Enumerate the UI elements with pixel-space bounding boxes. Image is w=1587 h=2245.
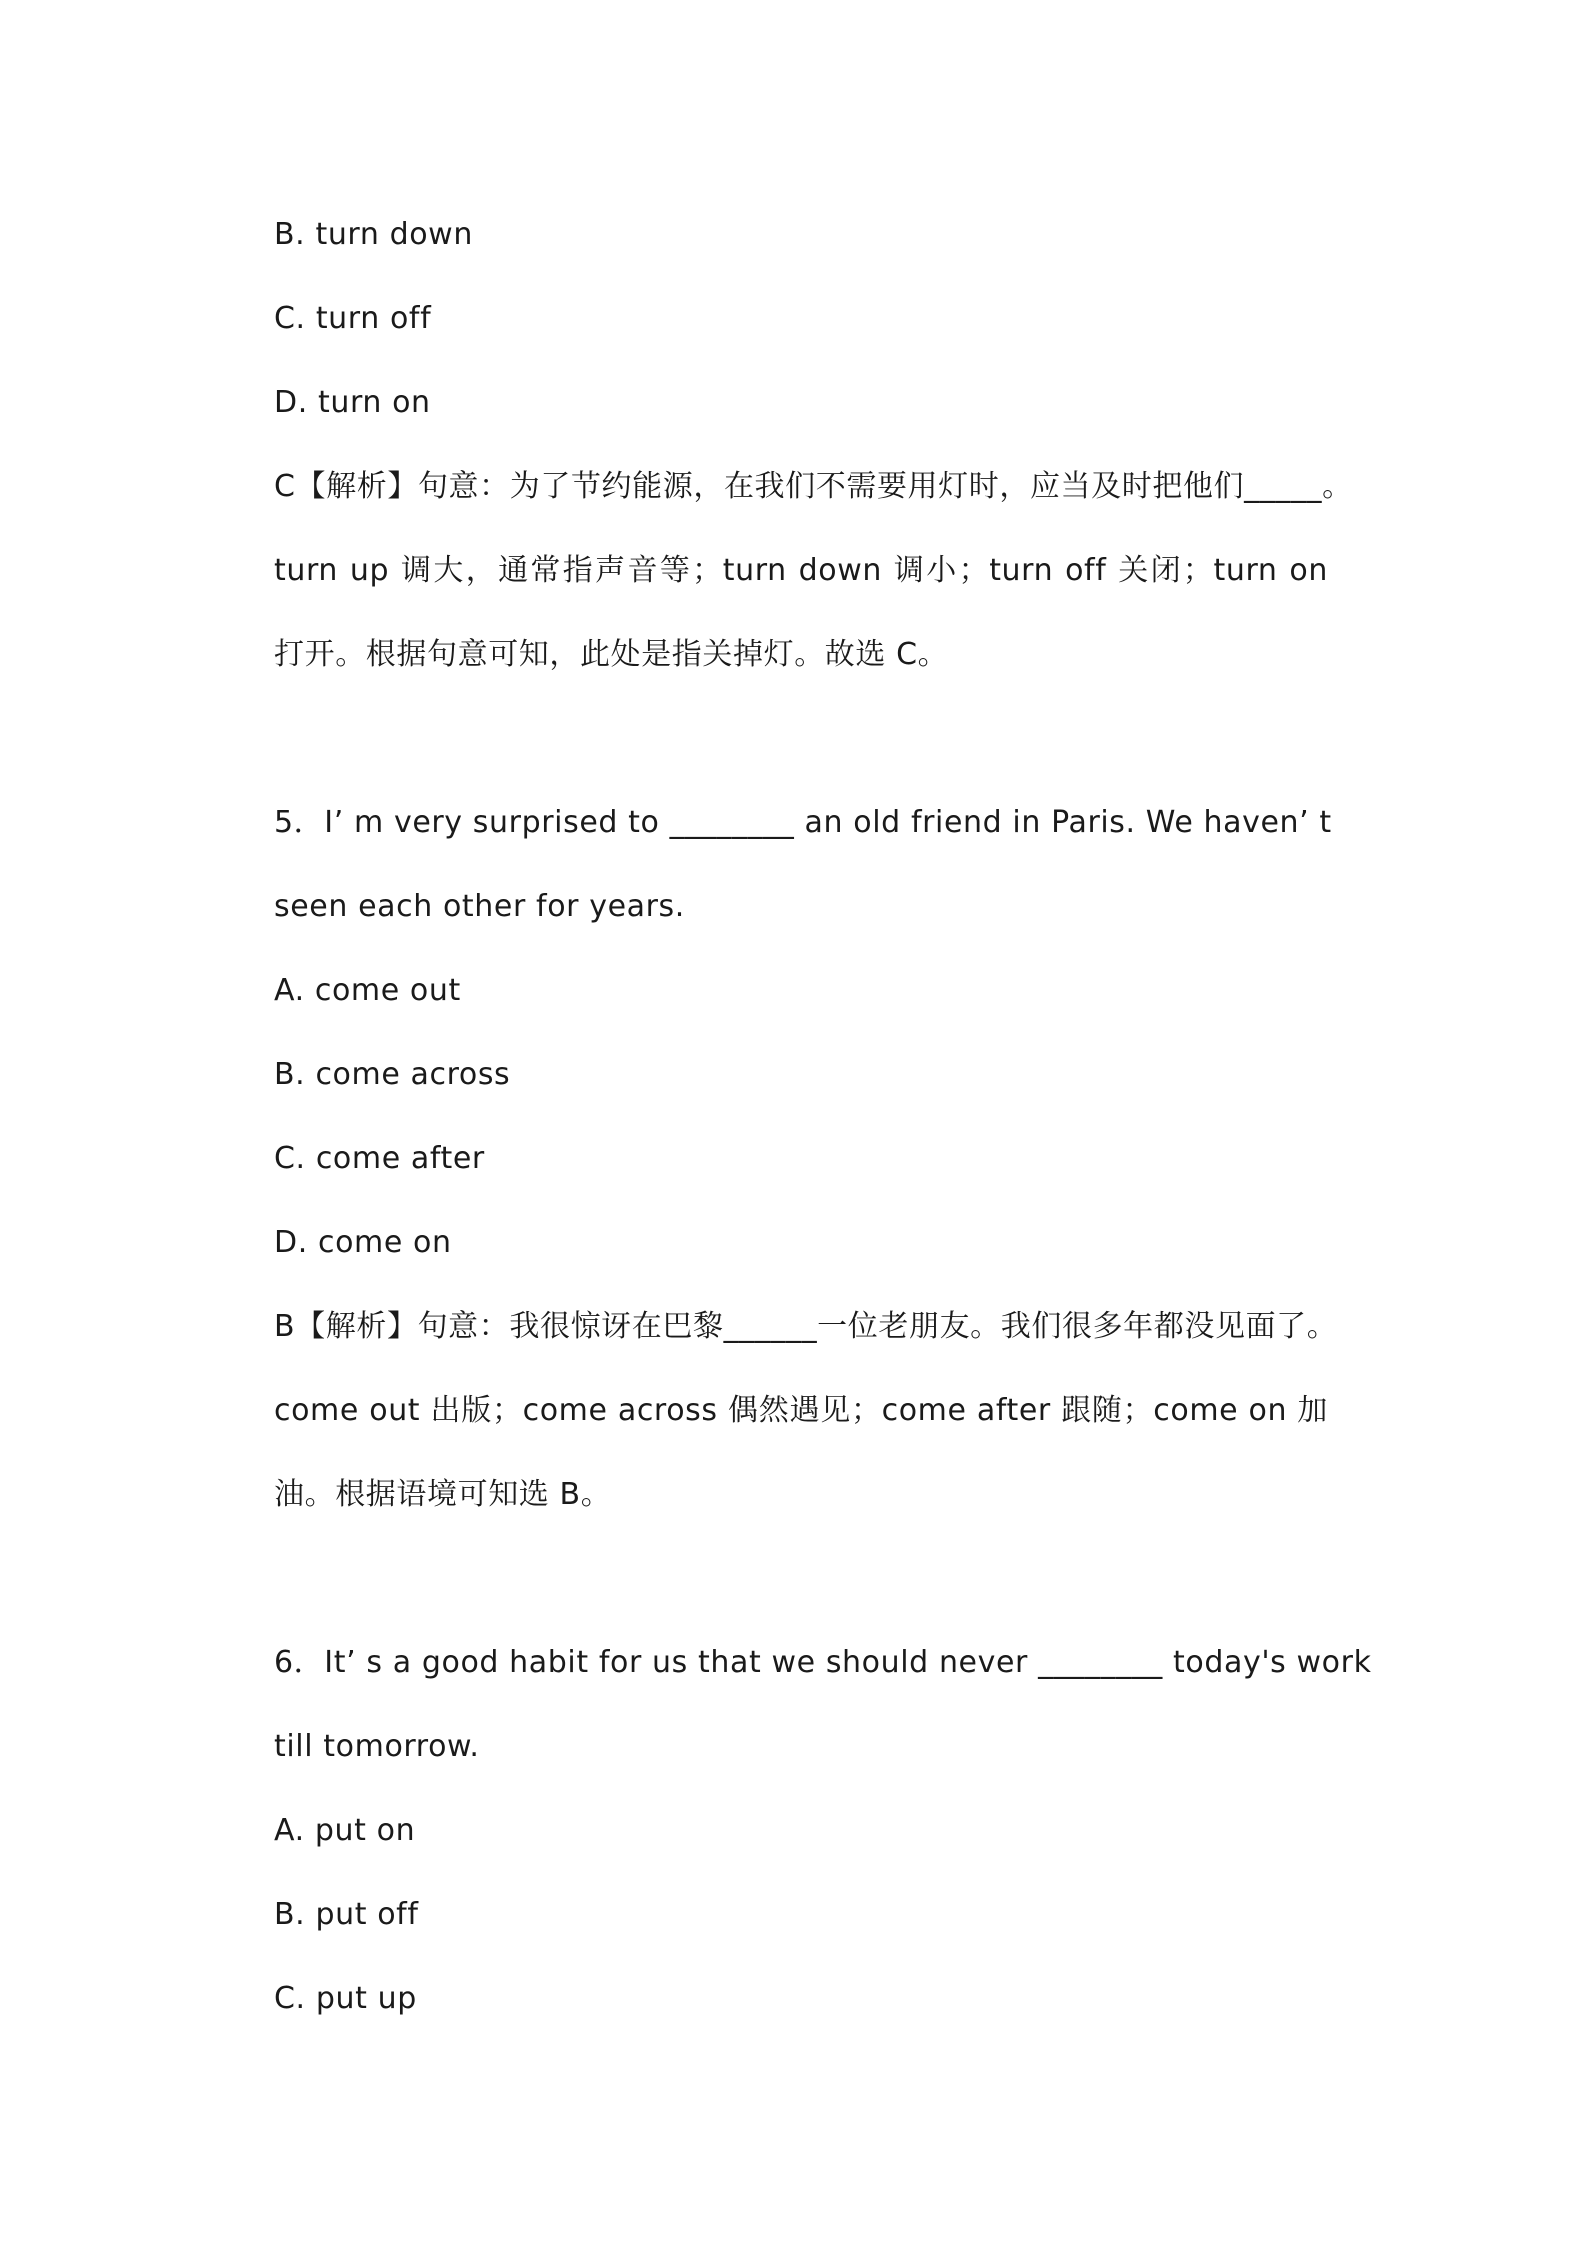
q4-option-c: C. turn off <box>274 301 432 336</box>
q5-option-b: B. come across <box>274 1057 511 1092</box>
q4-option-b: B. turn down <box>274 217 473 252</box>
q4-option-d: D. turn on <box>274 385 431 420</box>
q5-option-c: C. come after <box>274 1141 485 1176</box>
q5-question-line-1: 5．I’ m very surprised to ________ an old friend in Paris. We haven’ t <box>274 805 1332 840</box>
q6-option-a: A. put on <box>274 1813 416 1848</box>
q5-analysis-line-3: 油。根据语境可知选 B。 <box>274 1477 612 1512</box>
q4-analysis-line-2: turn up 调大，通常指声音等；turn down 调小；turn off 关闭；turn on <box>274 553 1328 588</box>
q5-analysis-line-1: B【解析】句意：我很惊讶在巴黎______一位老朋友。我们很多年都没见面了。 <box>274 1309 1338 1344</box>
q6-option-c: C. put up <box>274 1981 417 2016</box>
q5-analysis-line-2: come out 出版；come across 偶然遇见；come after 跟随；come on 加 <box>274 1393 1328 1428</box>
q5-question-line-2: seen each other for years. <box>274 889 685 924</box>
q5-option-d: D. come on <box>274 1225 452 1260</box>
q6-option-b: B. put off <box>274 1897 419 1932</box>
q6-question-line-1: 6．It’ s a good habit for us that we should never ________ today's work <box>274 1645 1372 1680</box>
q4-analysis-line-3: 打开。根据句意可知，此处是指关掉灯。故选 C。 <box>274 637 949 672</box>
q4-analysis-line-1: C【解析】句意：为了节约能源，在我们不需要用灯时，应当及时把他们_____。 <box>274 469 1353 504</box>
q5-option-a: A. come out <box>274 973 461 1008</box>
q6-question-line-2: till tomorrow. <box>274 1729 480 1764</box>
